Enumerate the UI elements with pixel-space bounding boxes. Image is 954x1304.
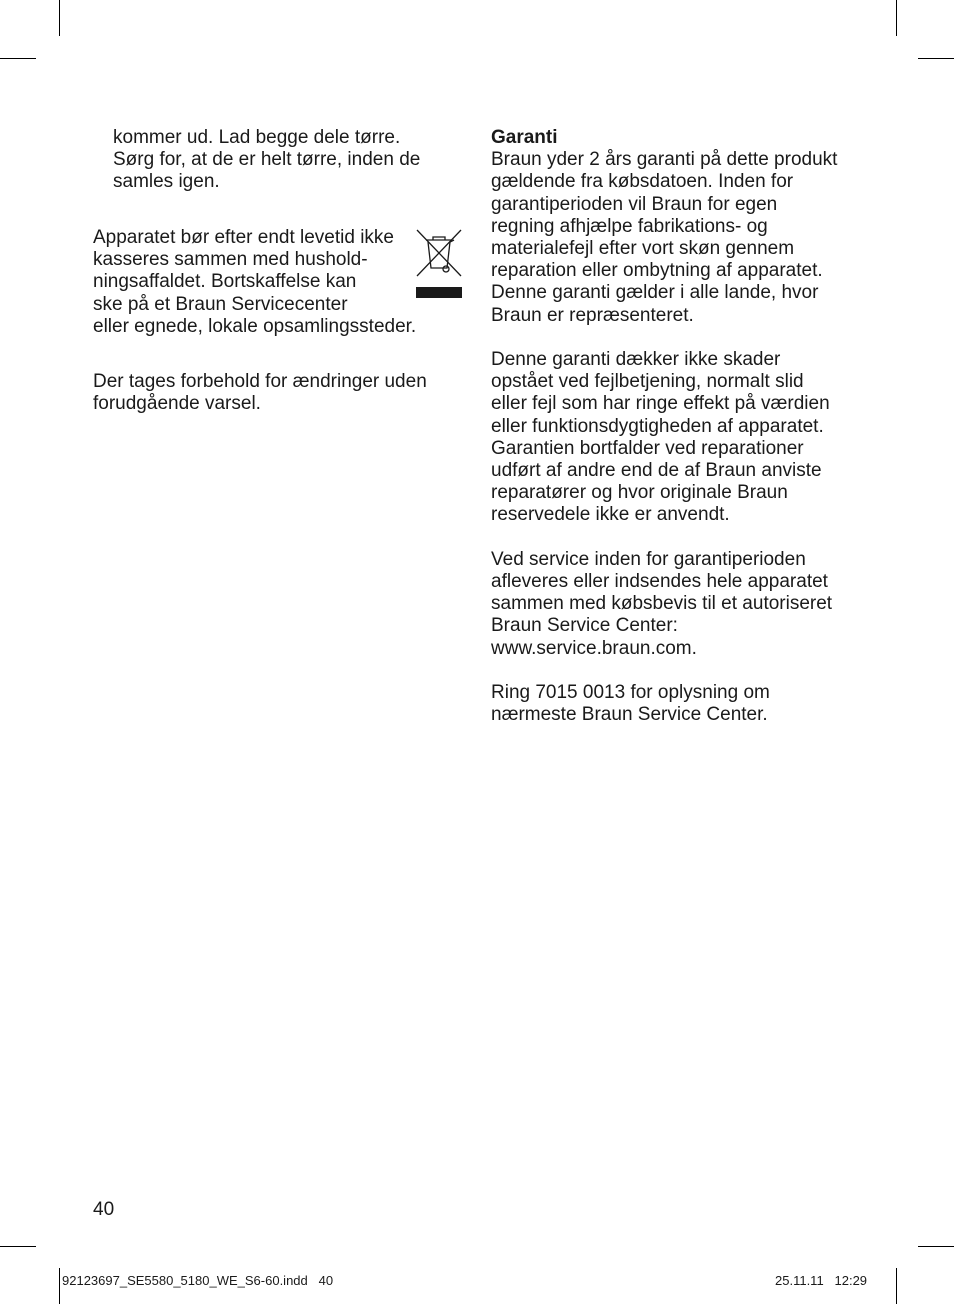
text-line: sammen med købsbevis til et autoriseret [491,593,833,615]
contact-paragraph [491,682,871,726]
warranty-section [491,127,871,749]
crop-mark-top-right-vertical [896,0,897,36]
text-line: samles igen. [113,171,220,193]
disposal-paragraph [93,227,453,338]
text-line: gældende fra købsdatoen. Inden for [491,171,794,193]
warranty-exclusions-paragraph [491,349,871,527]
crop-mark-top-left-vertical [59,0,60,36]
text-line: eller funktionsdygtigheden af apparatet. [491,415,824,437]
text-line: Braun yder 2 års garanti på dette produkt [491,149,838,171]
crop-mark-bottom-right-horizontal [918,1246,954,1247]
text-line: forudgående varsel. [93,393,261,415]
warranty-paragraph [491,149,871,327]
text-line: Denne garanti dækker ikke skader [491,349,781,371]
crop-mark-bottom-left-horizontal [0,1246,36,1247]
rinse-paragraph [113,127,453,194]
text-line: eller fejl som har ringe effekt på værdien [491,393,830,415]
service-url: www.service.braun.com. [491,637,697,659]
text-line: Braun Service Center: [491,615,678,637]
text-line: reparation eller ombytning af apparatet. [491,260,823,282]
crop-mark-bottom-right-vertical [896,1268,897,1304]
text-line: opstået ved fejlbetjening, normalt slid [491,371,804,393]
text-line: Denne garanti gælder i alle lande, hvor [491,282,819,304]
text-line: ningsaffaldet. Bortskaffelse kan [93,271,357,293]
text-line: reparatører og hvor originale Braun [491,482,788,504]
text-line: ske på et Braun Servicecenter [93,293,348,315]
text-line: Garantien bortfalder ved reparationer [491,437,804,459]
text-line: udført af andre end de af Braun anviste [491,460,822,482]
changes-notice-paragraph [93,371,463,415]
text-line: garantiperioden vil Braun for egen [491,193,778,215]
text-line: Ring 7015 0013 for oplysning om [491,682,770,704]
text-line: materialefejl efter vort skøn gennem [491,238,795,260]
text-line: Apparatet bør efter endt levetid ikke [93,227,394,248]
footer-date: 25.11.11 12:29 [775,1273,868,1288]
text-line: Sørg for, at de er helt tørre, inden de [113,149,421,171]
text-line: eller egnede, lokale opsamlingssteder. [93,315,417,337]
text-line: kasseres sammen med hushold- [93,249,368,271]
crop-mark-top-right-horizontal [918,58,954,59]
service-paragraph [491,549,871,660]
warranty-heading: Garanti [491,127,558,148]
text-line: Ved service inden for garantiperioden [491,548,806,570]
text-line: Der tages forbehold for ændringer uden [93,371,427,392]
text-line: afleveres eller indsendes hele apparatet [491,571,828,593]
text-line: kommer ud. Lad begge dele tørre. [113,127,401,148]
text-line: Braun er repræsenteret. [491,304,694,326]
page-number: 40 [93,1199,115,1220]
footer-file-slug: 92123697_SE5580_5180_WE_S6-60.indd 40 [62,1273,334,1288]
crop-mark-top-left-horizontal [0,58,36,59]
text-line: nærmeste Braun Service Center. [491,704,768,726]
text-line: regning afhjælpe fabrikations- og [491,215,768,237]
text-line: reservedele ikke er anvendt. [491,504,730,526]
crop-mark-bottom-left-vertical [59,1268,60,1304]
crossed-out-wheelie-bin-icon [414,228,464,300]
